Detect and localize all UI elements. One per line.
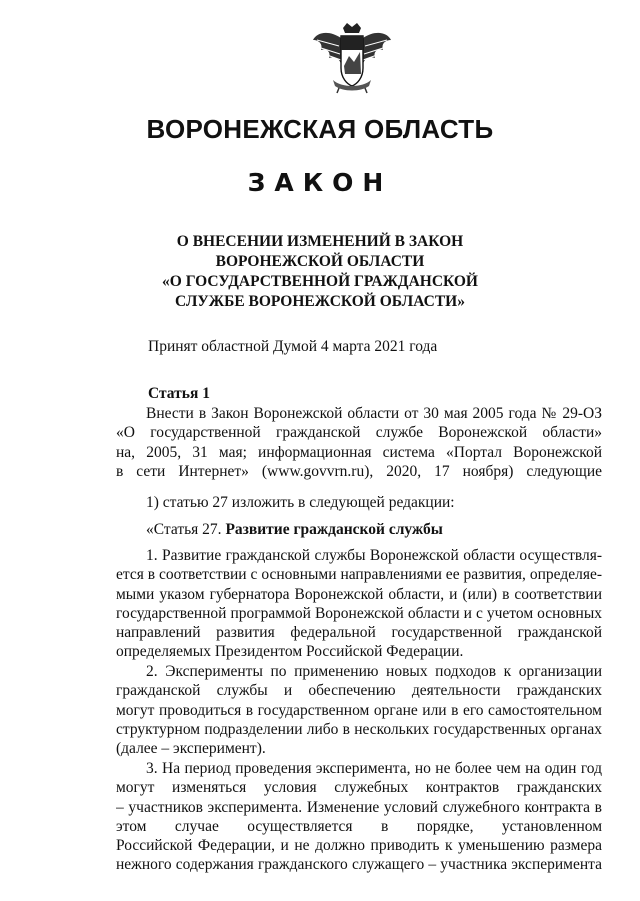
text-line: мыми указом губернатора Воронежской области, и (или) в соответствии [116, 585, 602, 603]
law-title-line: СЛУЖБЕ ВОРОНЕЖСКОЙ ОБЛАСТИ» [175, 293, 465, 310]
text-line: Российской Федерации, и не должно приводить к уменьшению размера [116, 837, 602, 855]
region-name: ВОРОНЕЖСКАЯ ОБЛАСТЬ [146, 114, 494, 144]
law-title-line: «О ГОСУДАРСТВЕННОЙ ГРАЖДАНСКОЙ [162, 273, 478, 290]
text-line: 3. На период проведения эксперимента, но не более чем на один год [146, 760, 602, 777]
paragraph-2 [116, 662, 602, 758]
text-line: – участников эксперимента. Изменение условий служебного контракта в [116, 798, 602, 816]
quoted-article-title [146, 521, 443, 539]
text-line: 1. Развитие гражданской службы Воронежской области осуществля- [146, 547, 602, 564]
text-line: в сети Интернет» (www.govvrn.ru), 2020, 17 ноября) следующие [116, 462, 602, 480]
text-line: этом случае осуществляется в порядке, установленном [116, 817, 602, 835]
text-line: 2. Эксперименты по применению новых подходов к организации [146, 663, 602, 680]
text-line: могут изменяться условия служебных контрактов гражданских [116, 779, 602, 797]
text-line: государственной программой Воронежской области и с учетом основных [116, 604, 602, 622]
quote-title: Развитие гражданской службы [225, 521, 443, 538]
text-line: нежного содержания гражданского служащего – участника эксперимента [116, 856, 602, 874]
law-title-line: ВОРОНЕЖСКОЙ ОБЛАСТИ [215, 253, 425, 270]
text-line: гражданской службы и обеспечению деятельности гражданских [116, 682, 602, 700]
text-line: на, 2005, 31 мая; информационная система «Портал Воронежской [116, 443, 602, 461]
paragraph-1 [116, 546, 602, 662]
text-line: (далее – эксперимент). [116, 740, 266, 758]
text-line: ется в соответствии с основными направлениями ее развития, определяе- [116, 566, 602, 584]
quote-prefix: «Статья 27. [146, 521, 226, 538]
text-line: Внести в Закон Воронежской области от 30 мая 2005 года № 29-ОЗ [146, 405, 602, 422]
law-title [0, 232, 640, 312]
adoption-note: Принят областной Думой 4 марта 2021 года [148, 338, 438, 355]
article-heading: Статья 1 [148, 385, 210, 402]
text-line: определяемых Президентом Российской Федерации. [116, 643, 464, 661]
text-line: могут проводиться в государственном органе или в его самостоятельном [116, 701, 602, 719]
text-line: направлений развития федеральной государственной гражданской [116, 624, 602, 642]
coat-of-arms-icon [311, 22, 393, 94]
article-intro [116, 404, 602, 481]
paragraph-3 [116, 759, 602, 875]
text-line: «О государственной гражданской службе Воронежской области» [116, 424, 602, 442]
item-1: 1) статью 27 изложить в следующей редакции: [146, 494, 455, 511]
law-title-line: О ВНЕСЕНИИ ИЗМЕНЕНИЙ В ЗАКОН [176, 233, 464, 250]
document-type: ЗАКОН [247, 168, 393, 197]
text-line: структурном подразделении либо в нескольких государственных органах [116, 720, 602, 738]
